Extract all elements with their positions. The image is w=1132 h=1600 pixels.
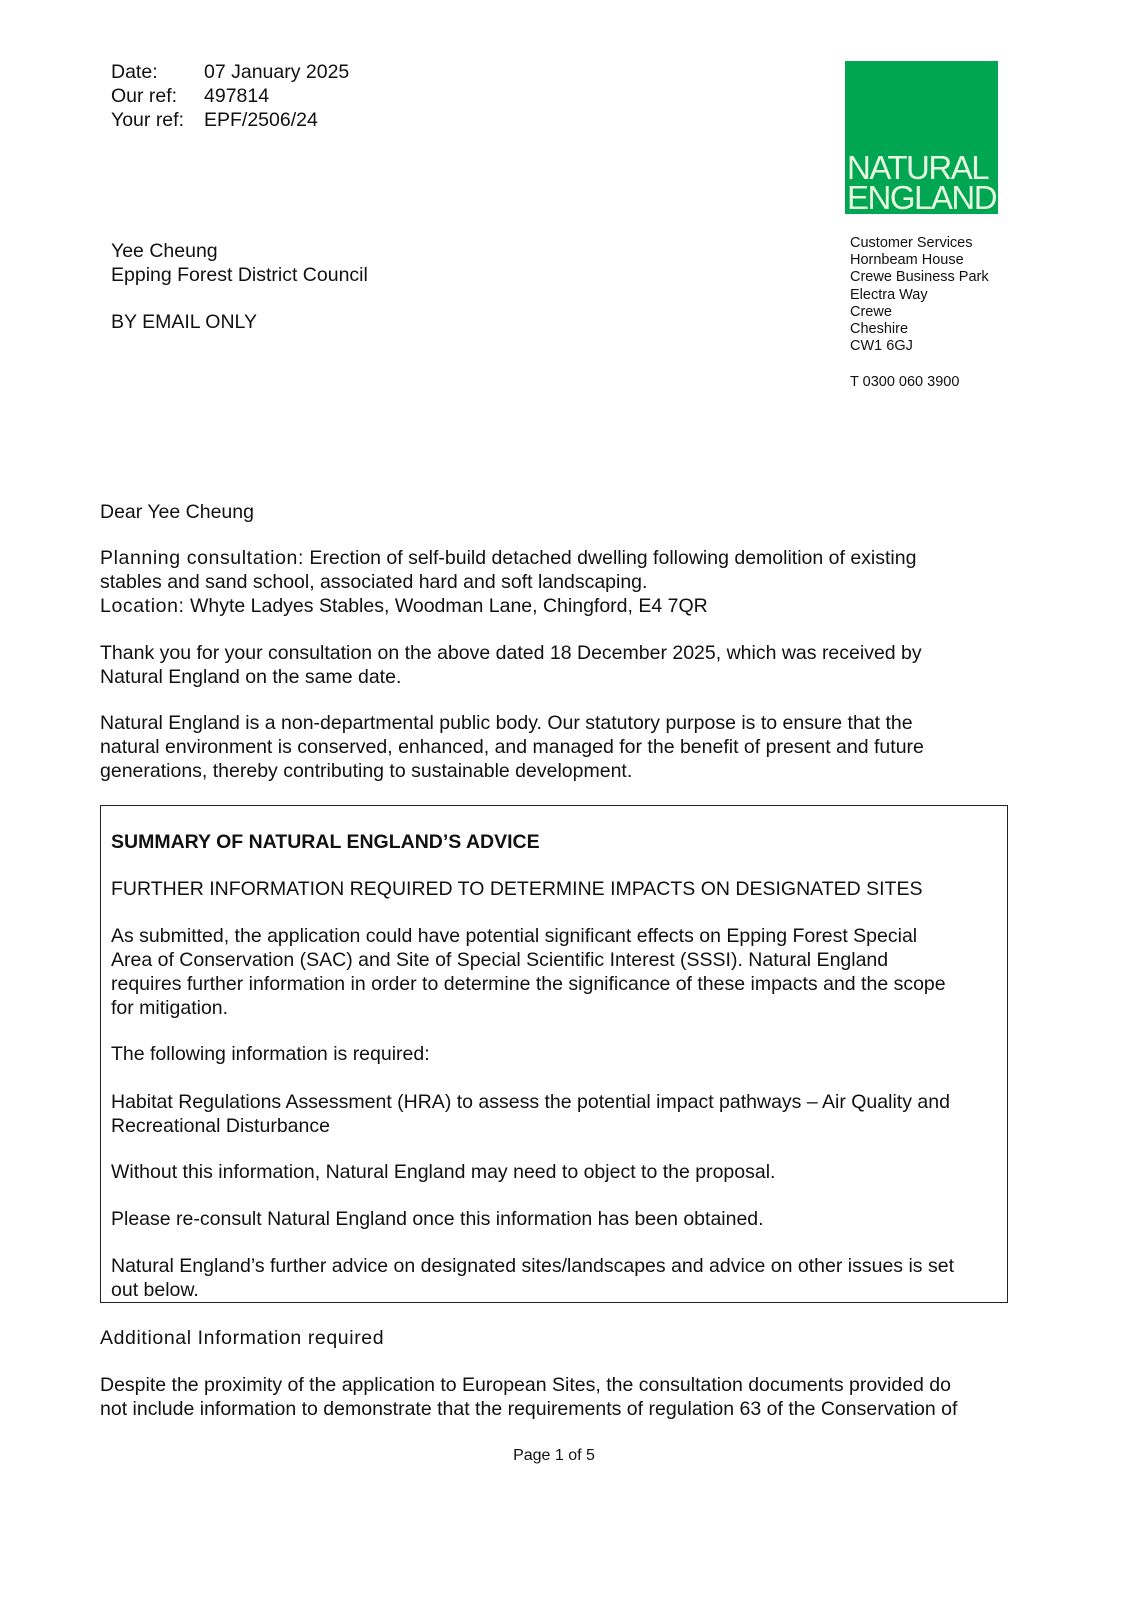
summary-subtitle: FURTHER INFORMATION REQUIRED TO DETERMINE IMPACTS ON DESIGNATED SITES xyxy=(111,878,923,900)
text-line: Thank you for your consultation on the above dated 18 December 2025, which was received by xyxy=(100,642,922,664)
text-line: generations, thereby contributing to sustainable development. xyxy=(100,760,633,782)
address-line: Electra Way xyxy=(850,286,928,303)
text-line: Despite the proximity of the application to European Sites, the consultation documents provided do xyxy=(100,1374,951,1396)
text-line: requires further information in order to determine the significance of these impacts and the scope xyxy=(111,973,946,995)
recipient-name: Yee Cheung xyxy=(111,240,218,262)
additional-info-heading: Additional Information required xyxy=(100,1327,385,1349)
date-value: 07 January 2025 xyxy=(204,61,350,83)
text-line: Natural England’s further advice on designated sites/landscapes and advice on other issues is set xyxy=(111,1255,954,1277)
summary-paragraph: Without this information, Natural England may need to object to the proposal. xyxy=(111,1161,776,1183)
summary-title: SUMMARY OF NATURAL ENGLAND’S ADVICE xyxy=(111,831,540,853)
text-line: not include information to demonstrate that the requirements of regulation 63 of the Conservation of xyxy=(100,1398,958,1420)
consultation-text: stables and sand school, associated hard and soft landscaping. xyxy=(100,571,648,593)
text-line: natural environment is conserved, enhanced, and managed for the benefit of present and future xyxy=(100,736,924,758)
your-ref-value: EPF/2506/24 xyxy=(204,109,318,131)
summary-box xyxy=(100,805,1008,1303)
our-ref-label: Our ref: xyxy=(111,85,178,107)
natural-england-logo xyxy=(845,61,998,214)
text-line: As submitted, the application could have potential significant effects on Epping Forest Special xyxy=(111,925,918,947)
your-ref-label: Your ref: xyxy=(111,109,184,131)
location-text: Whyte Ladyes Stables, Woodman Lane, Chingford, E4 7QR xyxy=(184,595,708,617)
summary-paragraph xyxy=(111,1254,1001,1302)
paragraph-purpose xyxy=(100,711,1010,783)
summary-paragraph: The following information is required: xyxy=(111,1043,430,1065)
address-line: Crewe Business Park xyxy=(850,269,989,286)
text-line: for mitigation. xyxy=(111,997,229,1019)
text-line: Recreational Disturbance xyxy=(111,1115,330,1137)
address-line: Customer Services xyxy=(850,235,973,251)
summary-paragraph xyxy=(111,1090,1001,1138)
address-line: Cheshire xyxy=(850,321,909,338)
our-ref-value: 497814 xyxy=(204,85,270,107)
text-line: out below. xyxy=(111,1279,199,1301)
sender-address xyxy=(850,235,989,392)
recipient-organisation: Epping Forest District Council xyxy=(111,264,368,286)
consultation-text: Erection of self-build detached dwelling following demolition of existing xyxy=(304,547,917,569)
location-label: Location: xyxy=(100,595,185,617)
page-number: Page 1 of 5 xyxy=(513,1447,595,1464)
consultation-label: Planning consultation: xyxy=(100,547,305,569)
text-line: Habitat Regulations Assessment (HRA) to assess the potential impact pathways – Air Quality and xyxy=(111,1091,950,1113)
additional-info-paragraph xyxy=(100,1373,1010,1421)
logo-line-1: NATURAL xyxy=(847,149,989,186)
consultation-details xyxy=(100,546,1010,618)
summary-paragraph xyxy=(111,924,1001,1020)
text-line: Area of Conservation (SAC) and Site of Special Scientific Interest (SSSI). Natural England xyxy=(111,949,889,971)
salutation: Dear Yee Cheung xyxy=(100,501,254,523)
address-line: Hornbeam House xyxy=(850,252,964,269)
phone-number: T 0300 060 3900 xyxy=(850,374,960,391)
date-label: Date: xyxy=(111,61,158,83)
text-line: Natural England is a non-departmental public body. Our statutory purpose is to ensure that the xyxy=(100,712,913,734)
delivery-method: BY EMAIL ONLY xyxy=(111,311,257,333)
logo-line-2: ENGLAND xyxy=(847,179,997,216)
text-line: Natural England on the same date. xyxy=(100,666,402,688)
address-line: CW1 6GJ xyxy=(850,338,913,355)
summary-paragraph: Please re-consult Natural England once this information has been obtained. xyxy=(111,1208,764,1230)
letter-header xyxy=(111,60,349,132)
address-line: Crewe xyxy=(850,303,892,320)
paragraph-thanks xyxy=(100,641,1010,689)
